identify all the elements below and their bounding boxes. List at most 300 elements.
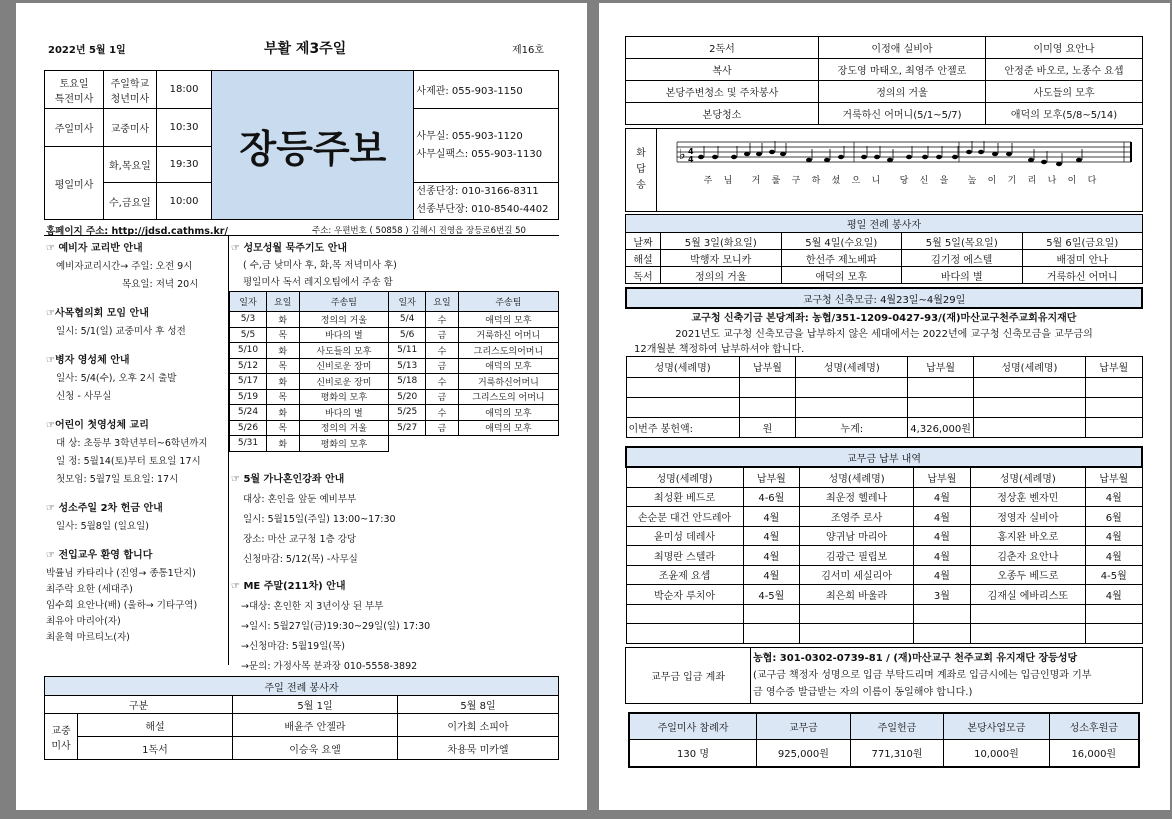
table-cell: 4월 [1085,526,1142,546]
table-cell: 해설 [626,250,661,267]
table-cell: 4월 [743,546,800,566]
table-cell: 정의의 거울 [661,267,782,284]
empty-cell [800,624,914,644]
col-header: 납부월 [908,356,974,377]
role: 본당주변청소 및 주차봉사 [626,81,819,103]
notice-line: 임수희 요안나(배) (울하→ 기타구역) [46,600,198,611]
table-row [230,420,559,436]
mass-time: 18:00 [156,71,212,109]
col-header: 5월 6일(금요일) [1022,233,1143,250]
table-cell: 배점미 안나 [1022,250,1143,267]
weekday-service-table [625,214,1143,284]
summary-value: 10,000원 [944,739,1049,767]
empty-cell [914,624,971,644]
music-staff-icon [659,130,1139,210]
music-note [780,152,786,156]
col-header: 성명(세례명) [796,356,908,377]
notice-title: ☞병자 영성체 안내 [46,355,130,366]
notice-line: 일 정: 5월14(토)부터 토요일 17시 [56,456,201,467]
col-header: 5월 4일(수요일) [781,233,902,250]
priest-phone: 사제관: 055-903-1150 [414,71,559,109]
office-phone: 사무실: 055-903-1120 [416,130,523,142]
notice-title: ☞ 전입교우 환영 합니다 [46,550,153,561]
me-line: →문의: 가정사목 분과장 010-5558-3892 [241,661,418,672]
table-cell: 4월 [914,546,971,566]
table-row [626,267,1143,284]
table-cell: 4월 [1085,487,1142,507]
lyric-syllable: 니 [871,176,881,186]
server: 이정애 실비아 [819,37,986,59]
svg-text:4: 4 [688,155,694,164]
table-cell: 4월 [743,526,800,546]
diocese-desc: 12개월분 책정하여 납부하셔야 합니다. [634,344,805,356]
cana-line: 대상: 혼인을 앞둔 예비부부 [243,494,357,505]
office-contacts [414,109,559,183]
music-note [838,155,844,159]
lyric-syllable: 나 [1047,176,1057,186]
lyric-syllable: 을 [939,176,949,186]
col-header: 5월 1일 [233,696,398,714]
table-cell: 신비로운 장미 [299,358,389,374]
server: 이승욱 요엘 [233,737,398,760]
music-note [1041,160,1047,164]
table-cell: 4월 [914,487,971,507]
table-cell: 박행자 모니카 [661,250,782,267]
empty-cell [389,436,559,452]
summary-value: 16,000원 [1049,739,1139,767]
weekday-title-row [626,215,1143,233]
table-cell: 5/5 [230,327,267,343]
table-cell: 정의의 거울 [299,420,389,436]
table-cell: 최성환 베드로 [626,487,743,507]
weekday-title: 평일 전례 봉사자 [626,215,1143,233]
table-row [230,327,559,343]
notice-line: 일시: 5/1(일) 교중미사 후 성전 [56,326,186,337]
table-cell: 화 [266,343,299,359]
sunday-service-title: 주일 전례 봉사자 [45,677,559,696]
music-note [861,155,867,159]
col-header: 납부월 [914,467,971,487]
dues-header [626,467,1142,487]
lyric-syllable: 당 [899,176,909,186]
music-note [769,150,775,154]
dues-account-table [625,647,1143,704]
table-cell: 최명란 스텔라 [626,546,743,566]
col-header: 성명(세례명) [800,467,914,487]
music-note [906,155,912,159]
col-header: 5월 5일(목요일) [902,233,1023,250]
summary-value: 771,310원 [850,739,944,767]
table-cell: 그리스도의어머니 [458,343,558,359]
pay-note: 금 영수증 발급받는 자의 이름이 동일해야 합니다.) [753,687,973,698]
mass-name: 수,금요일 [104,183,157,220]
music-note [922,155,928,159]
notice-line: 최윤혁 마르티노(자) [46,632,130,643]
table-cell: 바다의 별 [299,327,389,343]
leader-phone: 선종단장: 010-3166-8311 [416,186,539,197]
notice-line: 신청 - 사무실 [56,391,112,402]
role: 2독서 [626,37,819,59]
table-cell: 양귀남 마리아 [800,526,914,546]
table-cell: 금 [426,327,459,343]
table-cell: 화 [266,405,299,421]
mass-time-table [44,70,559,220]
table-cell: 평화의 모후 [299,389,389,405]
table-cell: 신비로운 장미 [299,374,389,390]
col-header: 요일 [426,292,459,312]
empty-cell [1085,604,1142,624]
table-cell: 정상훈 벤자민 [970,487,1085,507]
table-cell: 4월 [914,526,971,546]
diocese-title: 교구청 신축모금: 4월23일~4월29일 [626,288,1142,308]
empty-cell [1085,624,1142,644]
table-cell: 목 [266,327,299,343]
table-cell: 5/11 [389,343,426,359]
server: 차용묵 미카엘 [398,737,559,760]
subleader-phone: 선종부단장: 010-8540-4402 [416,204,549,215]
col-header: 5월 8일 [398,696,559,714]
table-cell: 오종두 베드로 [970,565,1085,585]
mass-day: 주일미사 [45,109,104,147]
notice-block [46,239,226,290]
mass-day: 토요일 특전미사 [45,71,104,109]
lyric-syllable: 다 [1087,176,1097,186]
lyric-syllable: 주 [703,176,713,186]
table-cell: 5/20 [389,389,426,405]
rosary-header [230,292,559,312]
col-header: 주송팀 [458,292,558,312]
table-cell: 5/25 [389,405,426,421]
me-section [231,577,430,672]
table-cell: 5/24 [230,405,267,421]
rosary-section [231,239,397,288]
office-fax: 사무실팩스: 055-903-1130 [416,148,543,160]
table-cell: 조윤제 요셉 [626,565,743,585]
lyric-syllable: 구 [791,176,801,186]
table-cell: 화 [266,312,299,328]
table-cell: 손순문 대건 안드레아 [626,507,743,527]
empty-cell [970,604,1085,624]
dues-title: 교무금 납부 내역 [626,447,1142,467]
diocese-fund-table [625,287,1143,438]
music-note [744,152,750,156]
table-cell: 수 [426,374,459,390]
total-value: 4,326,000원 [908,417,974,437]
table-cell: 5/12 [230,358,267,374]
empty-cell [626,624,743,644]
divider [44,235,559,236]
table-cell: 홍지완 바오로 [970,526,1085,546]
table-cell: 애덕의 모후 [458,420,558,436]
table-cell: 김춘자 요안나 [970,546,1085,566]
server: 배윤주 안젤라 [233,714,398,737]
summary-value: 130 명 [629,739,757,767]
lyric-syllable: 이 [987,176,997,186]
me-line: →신청마감: 5월19일(목) [241,641,345,652]
psalm-lyrics [665,173,1135,186]
table-cell: 거룩하신 어머니 [1022,267,1143,284]
col-header: 5월 3일(화요일) [661,233,782,250]
col-header: 일자 [389,292,426,312]
notice-line: 최유아 마리아(자) [46,616,121,627]
table-cell: 한선주 제노베파 [781,250,902,267]
lyric-syllable: 셨 [831,176,841,186]
table-cell: 정의의 거울 [299,312,389,328]
table-cell: 김광근 필립보 [800,546,914,566]
role: 본당청소 [626,103,819,125]
week-offering-label: 이번주 봉헌액: [626,417,739,437]
lyric-syllable: 으 [851,176,861,186]
table-cell: 거룩하신어머니 [458,374,558,390]
cana-title: ☞ 5월 가나혼인강좌 안내 [231,474,345,485]
bulletin-logo [212,71,414,220]
rosary-schedule-table [229,291,559,452]
empty-cell [800,604,914,624]
diocese-desc: 2021년도 교구청 신축모금을 납부하지 않은 세대에서는 2022년에 교구청 신축모금을 교무금의 [675,328,1093,340]
col-header: 성소후원금 [1049,713,1139,739]
music-note [824,158,830,162]
issue-number: 제16호 [512,45,545,56]
empty-cell [914,604,971,624]
table-cell: 평화의 모후 [299,436,389,452]
notice-block [46,546,226,643]
col-header: 주송팀 [299,292,389,312]
table-cell: 애덕의 모후 [458,312,558,328]
col-header: 주일헌금 [850,713,944,739]
empty-cell [743,604,800,624]
me-title: ☞ ME 주말(211차) 안내 [231,581,346,592]
table-cell: 금 [426,420,459,436]
table-cell: 목 [266,389,299,405]
server: 애덕의 모후(5/8~5/14) [986,103,1143,125]
mass-time: 19:30 [156,147,212,183]
table-cell: 4월 [914,565,971,585]
table-cell: 4월 [743,507,800,527]
notice-title: ☞어린이 첫영성체 교리 [46,420,149,431]
page-title: 부활 제3주일 [264,41,347,57]
group-label: 교중 미사 [45,714,78,760]
server: 이미영 요안나 [986,37,1143,59]
table-cell: 독서 [626,267,661,284]
notice-title: ☞사목협의회 모임 안내 [46,308,149,319]
table-row [230,343,559,359]
table-cell: 5/13 [389,358,426,374]
homepage-url[interactable]: 홈페이지 주소: http://jdsd.cathms.kr/ [46,226,228,237]
table-row [626,565,1142,585]
summary-value: 925,000원 [757,739,851,767]
lyric-syllable: 신 [919,176,929,186]
table-cell: 그리스도의 어머니 [458,389,558,405]
col-header: 납부월 [743,467,800,487]
music-note [1028,158,1034,162]
music-note [992,152,998,156]
lyric-syllable: 하 [811,176,821,186]
empty-cell [970,624,1085,644]
table-cell: 5/10 [230,343,267,359]
psalm-label: 화 답 송 [626,129,657,212]
music-note [887,158,893,162]
me-line: →일시: 5월27일(금)19:30~29일(일) 17:30 [241,621,431,632]
table-row [626,624,1142,644]
rosary-title: ☞ 성모성월 묵주기도 안내 [231,243,348,254]
bulletin-page-1 [16,3,587,810]
table-cell: 4-5월 [743,585,800,605]
service-roles-table [625,36,1143,125]
notice-title: ☞ 성소주일 2차 헌금 안내 [46,503,163,514]
notice-line: 박률님 카타리나 (진영→ 종통1단지) [46,568,196,579]
cana-line: 신청마감: 5/12(목) -사무실 [243,554,358,565]
empty-cell [743,624,800,644]
sunday-service-table [44,676,559,760]
server: 이가희 소피아 [398,714,559,737]
music-note [978,150,984,154]
table-cell: 4월 [1085,546,1142,566]
col-header: 본당사업모금 [944,713,1049,739]
notice-line: 목요일: 저녁 20시 [122,279,199,290]
rosary-line: ( 수,금 낮미사 후, 화,목 저녁미사 후) [243,260,397,271]
lyric-syllable: 님 [723,176,733,186]
table-cell: 5/26 [230,420,267,436]
table-cell: 4월 [914,507,971,527]
table-cell: 정영자 실비아 [970,507,1085,527]
table-cell: 6월 [1085,507,1142,527]
music-note [1006,152,1012,156]
music-note [698,155,704,159]
table-cell: 애덕의 모후 [458,358,558,374]
table-cell: 3월 [914,585,971,605]
lyric-syllable: 룰 [771,176,781,186]
cana-line: 일시: 5월15일(주일) 13:00~17:30 [243,514,396,525]
table-row [230,405,559,421]
music-note [936,155,942,159]
me-line: →대상: 혼인한 지 3년이상 된 부부 [241,601,384,612]
notice-title: ☞ 예비자 교리반 안내 [46,243,143,254]
cana-line: 장소: 마산 교구청 1층 강당 [243,534,357,545]
col-header: 납부월 [1085,467,1142,487]
table-row [626,585,1142,605]
music-note [731,155,737,159]
table-cell: 수 [426,343,459,359]
svg-text:4: 4 [688,147,694,156]
table-cell: 김재실 에바리스또 [970,585,1085,605]
table-cell: 목 [266,420,299,436]
col-header: 성명(세례명) [626,356,739,377]
psalm-score [657,129,1143,212]
table-cell: 5/27 [389,420,426,436]
cana-section [231,470,396,565]
col-header: 성명(세례명) [973,356,1085,377]
server: 사도들의 모후 [986,81,1143,103]
table-cell: 4-6월 [743,487,800,507]
table-cell: 윤미성 데레사 [626,526,743,546]
table-cell: 바다의 별 [902,267,1023,284]
table-row [230,436,559,452]
table-cell: 5/18 [389,374,426,390]
table-cell: 4-5월 [1085,565,1142,585]
table-cell: 사도들의 모후 [299,343,389,359]
server: 장도영 마태오, 최영주 안젤로 [819,59,986,81]
music-note [966,150,972,154]
table-cell: 조영주 로사 [800,507,914,527]
server: 정의의 거울 [819,81,986,103]
table-cell: 바다의 별 [299,405,389,421]
table-row [626,526,1142,546]
notice-line: 최주락 요한 (세대주) [46,584,133,595]
table-cell: 화 [266,436,299,452]
col-header: 성명(세례명) [970,467,1085,487]
mass-name: 주일학교 청년미사 [104,71,157,109]
table-cell: 애덕의 모후 [781,267,902,284]
notice-line: 일사: 5월8일 (일요일) [56,521,149,532]
table-cell: 5/19 [230,389,267,405]
role: 복사 [626,59,819,81]
table-cell: 4월 [1085,585,1142,605]
mass-time: 10:30 [156,109,212,147]
table-cell: 5/17 [230,374,267,390]
server: 안정준 바오로, 노종수 요셉 [986,59,1143,81]
table-row [626,546,1142,566]
music-note [1076,158,1082,162]
music-note [952,155,958,159]
notice-line: 첫모임: 5월7일 토요일: 17시 [56,474,179,485]
table-row [230,389,559,405]
table-cell: 박순자 루치아 [626,585,743,605]
col-header: 날짜 [626,233,661,250]
table-cell: 거룩하신 어머니 [458,327,558,343]
mass-time: 10:00 [156,183,212,220]
church-address: 주소: 우편번호 ( 50858 ) 김해시 진영읍 장등로6번길 50 [312,226,526,236]
music-note [756,152,762,156]
table-cell: 최은희 바울라 [800,585,914,605]
col-header: 교무금 [757,713,851,739]
music-note [1056,162,1062,166]
music-note [712,155,718,159]
table-row [626,507,1142,527]
psalm-table [625,128,1143,212]
table-row [230,374,559,390]
table-cell: 수 [426,312,459,328]
lyric-syllable: 거 [751,176,761,186]
col-header: 요일 [266,292,299,312]
notice-block [46,499,226,532]
lyric-syllable: 이 [1067,176,1077,186]
pay-details [751,648,1143,704]
lyric-syllable: 기 [1007,176,1017,186]
weekday-header [626,233,1143,250]
server: 거룩하신 어머니(5/1~5/7) [819,103,986,125]
music-note [806,158,812,162]
summary-header [629,713,1139,739]
col-header: 납부월 [739,356,796,377]
table-row [626,487,1142,507]
table-cell: 수 [426,405,459,421]
col-header: 성명(세례명) [626,467,743,487]
role: 1독서 [78,737,233,760]
bulletin-page-2 [599,3,1170,810]
table-cell: 김기정 에스텔 [902,250,1023,267]
empty-cell [626,604,743,624]
table-row [626,250,1143,267]
table-row [626,604,1142,624]
mass-name: 교중미사 [104,109,157,147]
summary-table [628,712,1140,768]
total-label: 누계: [796,417,908,437]
col-header: 구분 [45,696,233,714]
table-row [230,358,559,374]
rosary-line: 평일미사 독서 레지오팀에서 주송 함 [243,277,393,288]
week-offering-unit: 원 [739,417,796,437]
music-note [874,155,880,159]
